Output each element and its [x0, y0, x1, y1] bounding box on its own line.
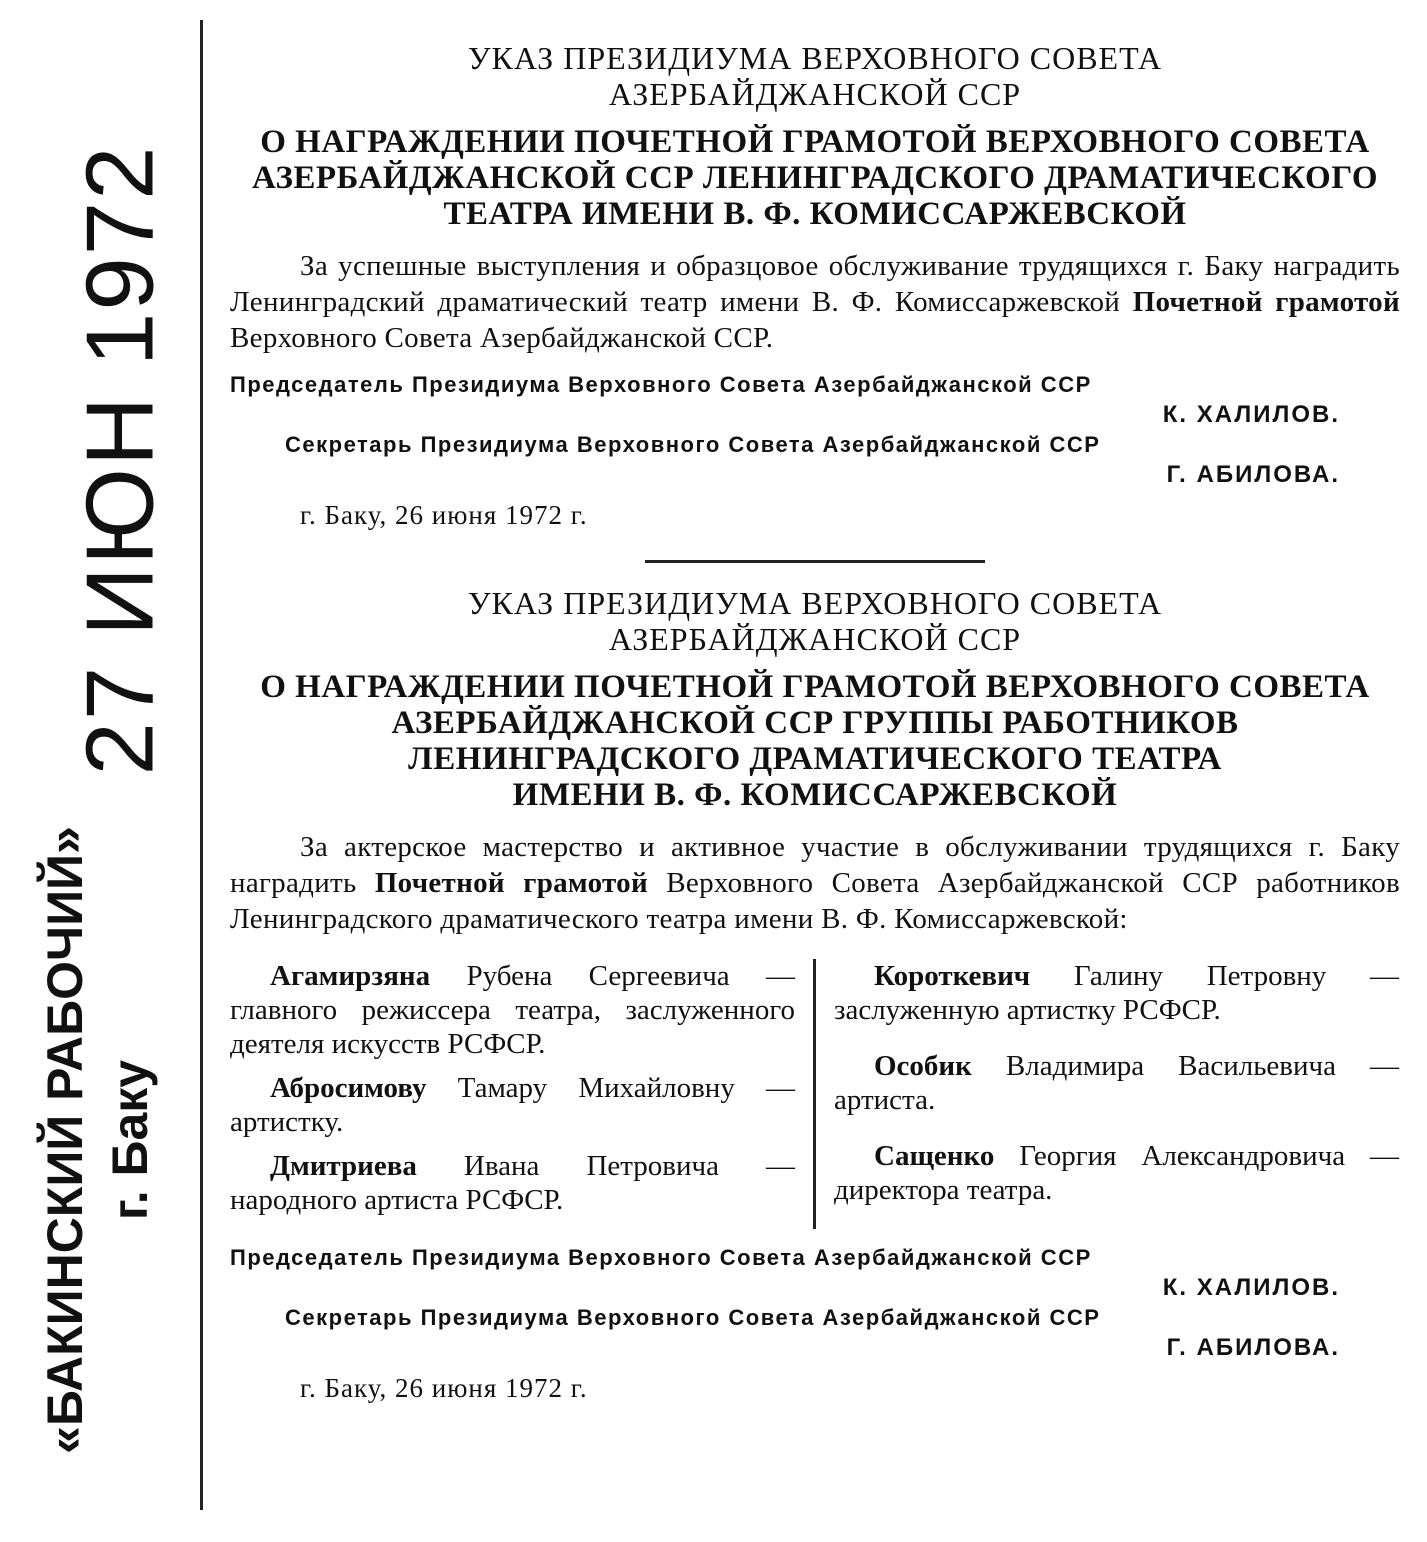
decree-1-text-bold: Почетной грамотой	[1132, 286, 1400, 318]
decree-1-signatures	[230, 370, 1400, 490]
decree-1-secretary-name: Г. АБИЛОВА.	[1166, 461, 1340, 488]
awardee-surname: Сащенко	[874, 1140, 995, 1172]
decree-1-title-line2: АЗЕРБАЙДЖАНСКОЙ ССР ЛЕНИНГРАДСКОГО ДРАМАТИЧЕСКОГО	[251, 160, 1379, 196]
decree-2-title-line4: ИМЕНИ В. Ф. КОМИССАРЖЕВСКОЙ	[512, 777, 1118, 813]
decree-1-place-date: г. Баку, 26 июня 1972 г.	[300, 500, 588, 530]
decree-1-chairman-name: К. ХАЛИЛОВ.	[1162, 401, 1340, 428]
decree-2-title-line1: О НАГРАЖДЕНИИ ПОЧЕТНОЙ ГРАМОТОЙ ВЕРХОВНОГО СОВЕТА	[260, 669, 1370, 705]
decree-1-title-line3: ТЕАТРА ИМЕНИ В. Ф. КОМИССАРЖЕВСКОЙ	[443, 196, 1187, 232]
decree-2-title-line2: АЗЕРБАЙДЖАНСКОЙ ССР ГРУППЫ РАБОТНИКОВ	[391, 705, 1239, 741]
awardee-details: Тамару Михайловну — артистку.	[230, 1072, 795, 1138]
decree-2-header-line1: УКАЗ ПРЕЗИДИУМА ВЕРХОВНОГО СОВЕТА	[467, 585, 1163, 621]
decree-1-chairman-title: Председатель Президиума Верховного Совета Азербайджанской ССР	[230, 372, 1092, 397]
newspaper-city-text: г. Баку	[102, 1059, 158, 1221]
decree-2-secretary-title: Секретарь Президиума Верховного Совета Азербайджанской ССР	[285, 1305, 1101, 1330]
decree-2-secretary-name: Г. АБИЛОВА.	[1166, 1334, 1340, 1361]
decree-1-title-line1: О НАГРАЖДЕНИИ ПОЧЕТНОЙ ГРАМОТОЙ ВЕРХОВНОГО СОВЕТА	[260, 124, 1370, 160]
awardee-surname: Агамирзяна	[270, 960, 431, 992]
decree-2-text	[230, 829, 1400, 937]
clipping-date-stamp	[40, 144, 200, 776]
clipping-date-text: 27 ИЮН 1972	[66, 144, 173, 776]
decree-1-text-end: Верховного Совета Азербайджанской ССР.	[230, 322, 774, 354]
decree-2-text-end: Верховного Совета Азербайджанской ССР работников Ленинградского драматического театра имени В. Ф. Комиссаржевской:	[230, 867, 1400, 935]
awardee-entry	[834, 1049, 1399, 1117]
awardees-right-column	[816, 959, 1399, 1229]
decree-2-text-start: За актерское мастерство и активное участие в обслуживании трудящихся г. Баку наградить	[230, 831, 1400, 899]
clipping-body	[230, 40, 1400, 1405]
decree-2-title	[230, 669, 1400, 813]
awardees-columns	[230, 959, 1400, 1229]
awardee-entry	[230, 959, 795, 1061]
decree-separator	[645, 560, 985, 563]
awardee-surname: Особик	[874, 1050, 972, 1082]
awardee-surname: Короткевич	[874, 960, 1031, 992]
awardee-entry	[834, 1139, 1399, 1207]
newspaper-city	[100, 1030, 160, 1250]
awardee-details: Георгия Александровича — директора театра.	[834, 1140, 1399, 1206]
awardee-entry	[230, 1149, 795, 1217]
decree-1-text-start: За успешные выступления и образцовое обслуживание трудящихся г. Баку наградить Ленинградский драматический театр имени В. Ф. Комиссаржевской	[230, 250, 1400, 318]
newspaper-name-text: «БАКИНСКИЙ РАБОЧИЙ»	[37, 826, 93, 1454]
decree-1	[230, 40, 1400, 532]
decree-2-text-bold: Почетной грамотой	[374, 867, 648, 899]
decree-2-header-line2: АЗЕРБАЙДЖАНСКОЙ ССР	[608, 621, 1022, 657]
decree-1-header-line1: УКАЗ ПРЕЗИДИУМА ВЕРХОВНОГО СОВЕТА	[467, 40, 1163, 76]
decree-2	[230, 585, 1400, 1405]
decree-2-title-line3: ЛЕНИНГРАДСКОГО ДРАМАТИЧЕСКОГО ТЕАТРА	[408, 741, 1222, 777]
awardee-details: Ивана Петровича — народного артиста РСФСР.	[230, 1150, 795, 1216]
awardee-entry	[230, 1071, 795, 1139]
clipping-border-line	[200, 20, 203, 1510]
decree-2-place-date: г. Баку, 26 июня 1972 г.	[300, 1373, 588, 1403]
newspaper-name	[30, 826, 100, 1454]
awardee-details: Галину Петровну — заслуженную артистку РСФСР.	[834, 960, 1399, 1026]
decree-2-chairman-name: К. ХАЛИЛОВ.	[1162, 1274, 1340, 1301]
decree-1-header-line2: АЗЕРБАЙДЖАНСКОЙ ССР	[608, 76, 1022, 112]
awardees-left-column	[230, 959, 816, 1229]
awardee-entry	[834, 959, 1399, 1027]
decree-2-chairman-title: Председатель Президиума Верховного Совета Азербайджанской ССР	[230, 1245, 1092, 1270]
awardee-surname: Дмитриева	[270, 1150, 417, 1182]
decree-1-secretary-title: Секретарь Президиума Верховного Совета Азербайджанской ССР	[285, 432, 1101, 457]
decree-1-text	[230, 248, 1400, 356]
decree-1-title	[230, 124, 1400, 232]
decree-2-signatures	[230, 1243, 1400, 1363]
awardee-details: Владимира Васильевича — артиста.	[834, 1050, 1399, 1116]
awardee-surname: Абросимову	[270, 1072, 427, 1104]
awardee-details: Рубена Сергеевича — главного режиссера театра, заслуженного деятеля искусств РСФСР.	[230, 960, 795, 1060]
